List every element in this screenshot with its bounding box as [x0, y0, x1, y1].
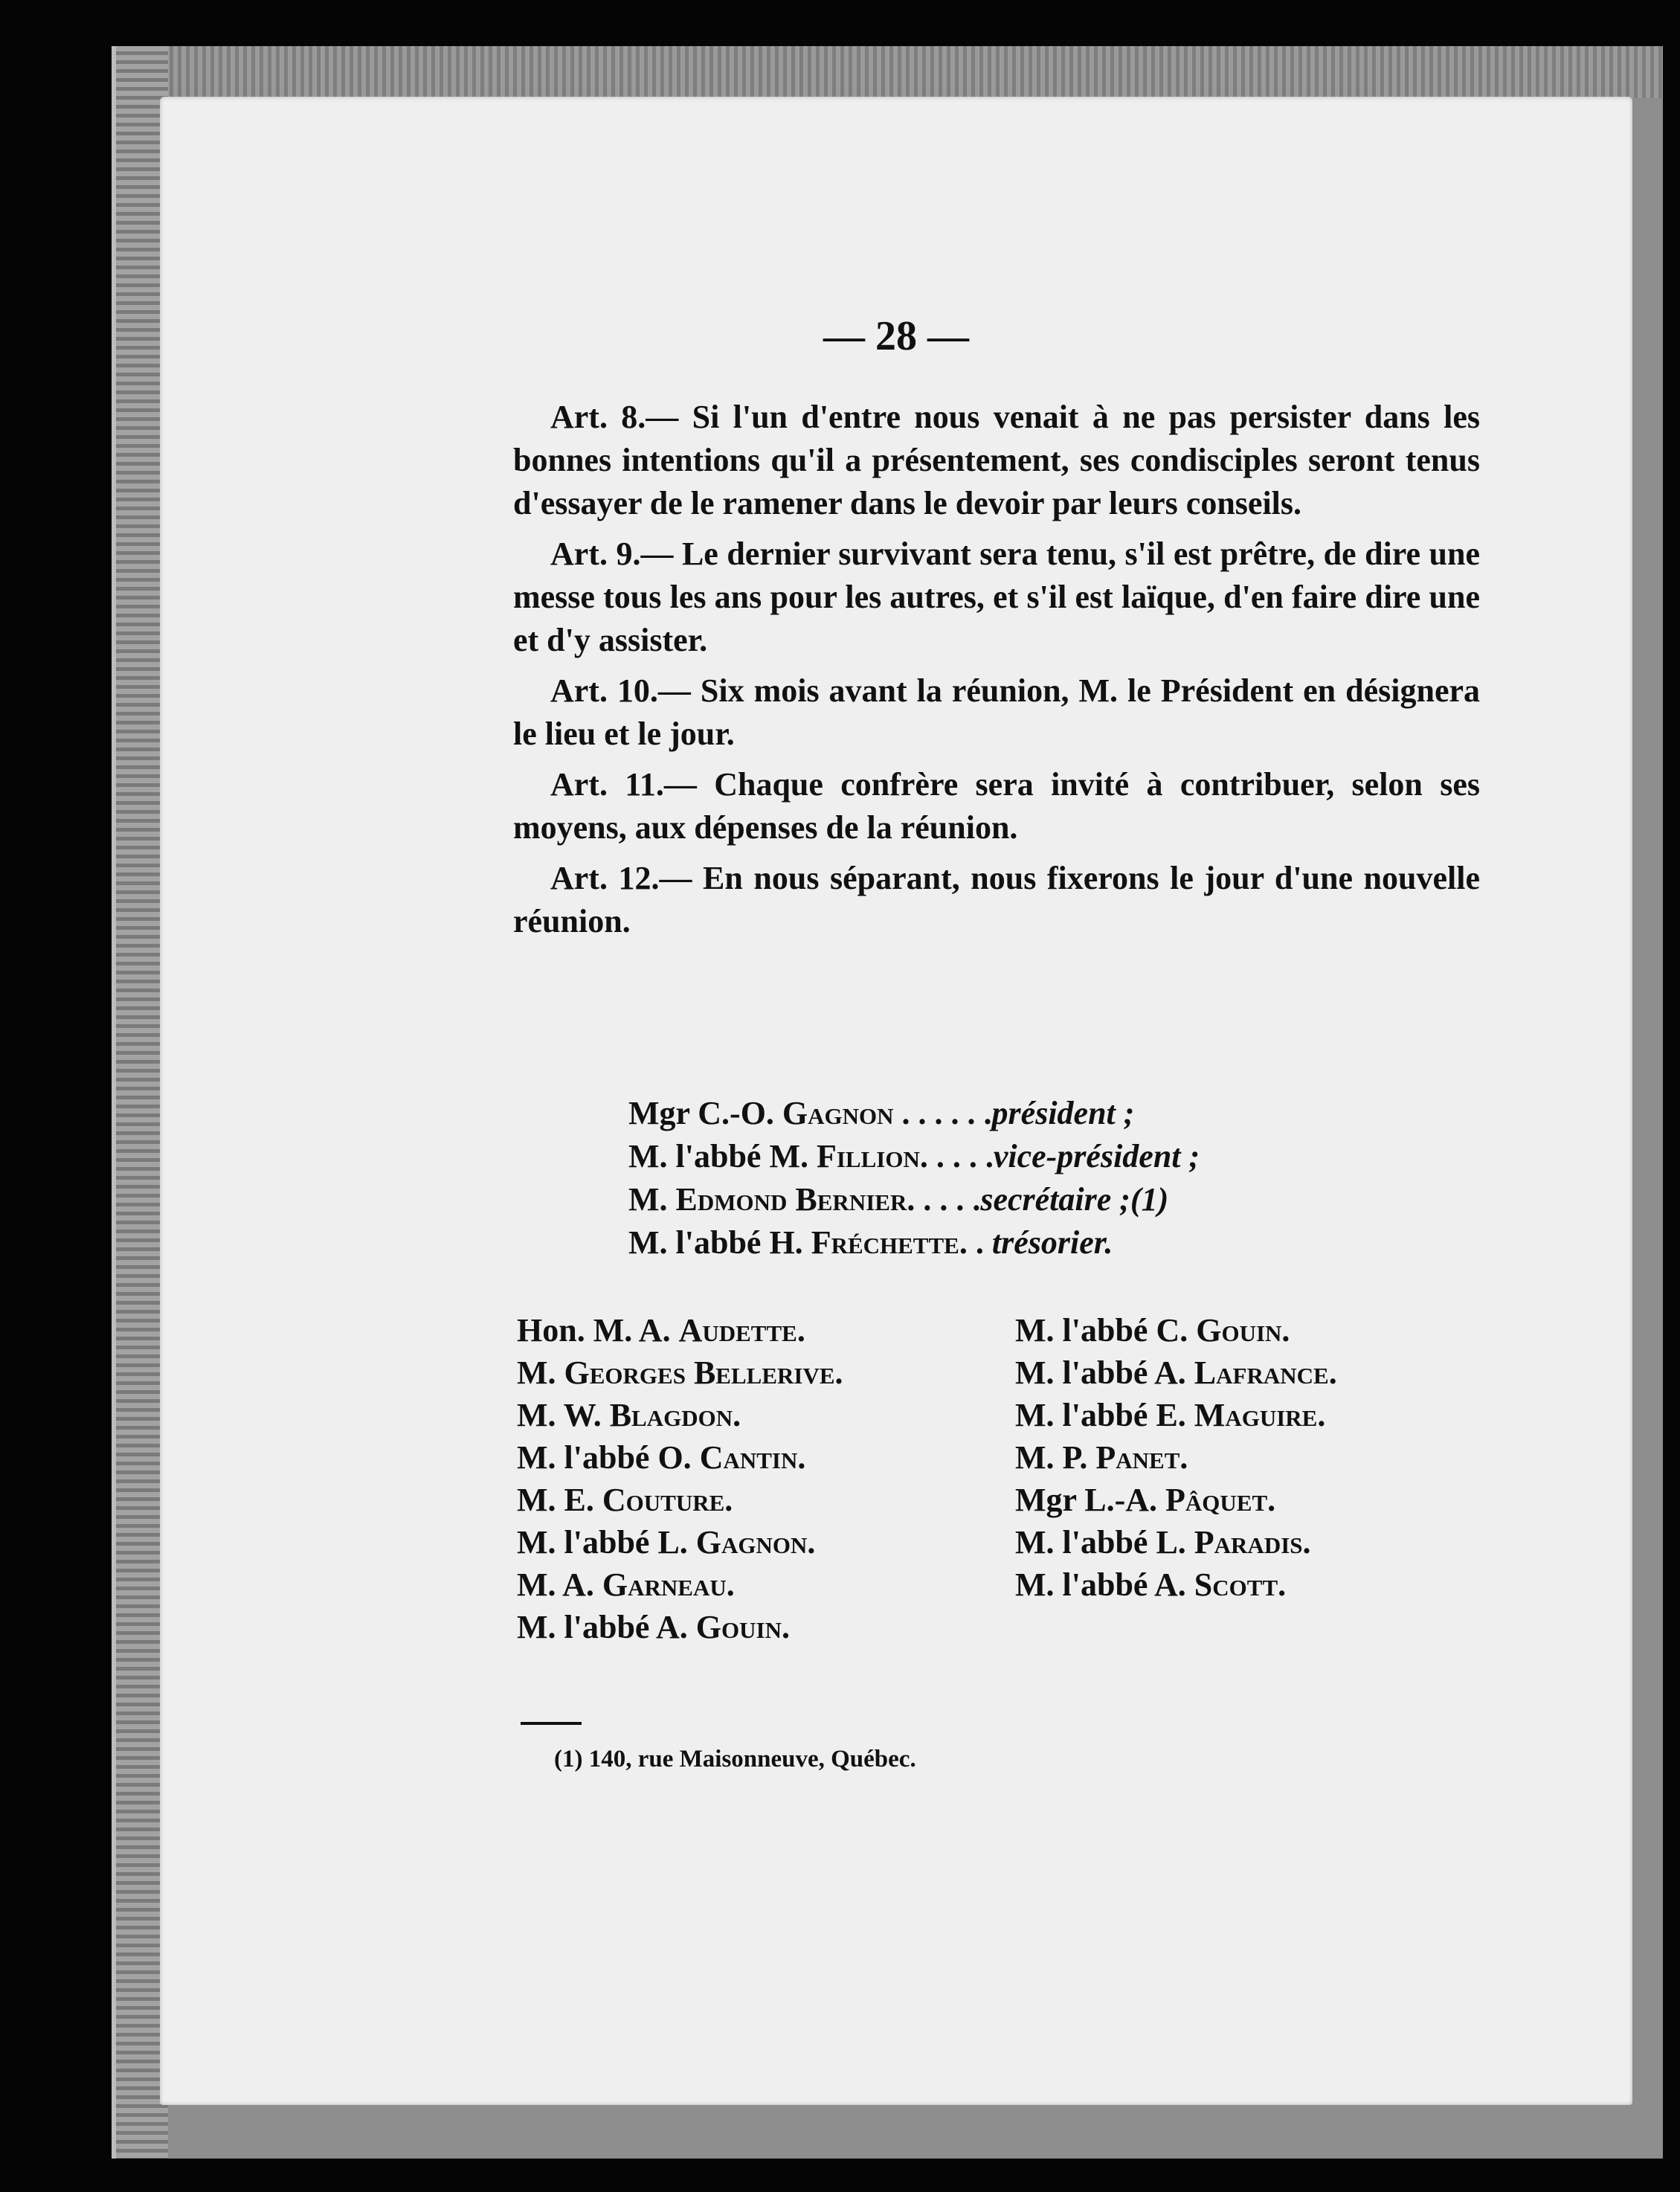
officer-role: trésorier.: [991, 1224, 1113, 1261]
member-name: Paradis.: [1194, 1524, 1311, 1561]
member-prefix: M. E.: [517, 1482, 602, 1518]
member-name: Audette.: [678, 1312, 805, 1349]
member-entry: [1015, 1479, 1506, 1521]
member-entry: [517, 1479, 1008, 1521]
member-entry: [517, 1606, 1008, 1648]
member-prefix: Mgr L.-A.: [1015, 1482, 1166, 1518]
member-name: Cantin.: [699, 1439, 806, 1476]
member-prefix: M. l'abbé A.: [1015, 1354, 1194, 1391]
officer-role: vice-président ;: [993, 1138, 1200, 1174]
member-name: Gouin.: [695, 1609, 790, 1645]
member-entry: [517, 1351, 1008, 1394]
officer-dots: . . . . .: [919, 1138, 994, 1174]
member-entry: [1015, 1394, 1506, 1436]
member-prefix: M. l'abbé A.: [517, 1609, 696, 1645]
officer-secretary: [628, 1178, 1200, 1221]
article-11: Art. 11.— Chaque confrère sera invité à contribuer, selon ses moyens, aux dépenses de la réunion.: [513, 766, 1480, 846]
members-list: [517, 1309, 1506, 1648]
member-entry: [1015, 1521, 1506, 1563]
member-entry: [1015, 1436, 1506, 1479]
member-prefix: Hon. M. A.: [517, 1312, 679, 1349]
page-number: — 28 —: [823, 313, 969, 359]
officer-title: M.: [628, 1181, 676, 1218]
officer-title: M. l'abbé M.: [628, 1138, 817, 1174]
member-prefix: M. P.: [1015, 1439, 1096, 1476]
articles-section: [513, 396, 1480, 951]
members-left-column: [517, 1309, 1008, 1648]
member-entry: [1015, 1351, 1506, 1394]
member-name: Lafrance.: [1194, 1354, 1337, 1391]
officer-president: [628, 1092, 1200, 1135]
officer-vice-president: [628, 1135, 1200, 1178]
member-name: Scott.: [1194, 1566, 1287, 1603]
member-prefix: M. l'abbé A.: [1015, 1566, 1194, 1603]
footnote-rule: [521, 1722, 582, 1725]
footnote: (1) 140, rue Maisonneuve, Québec.: [554, 1746, 916, 1772]
member-name: Maguire.: [1194, 1397, 1326, 1433]
member-entry: [517, 1436, 1008, 1479]
officer-surname: Gagnon: [782, 1095, 894, 1131]
member-name: Couture.: [602, 1482, 733, 1518]
officer-dots: . . . . . .: [893, 1095, 992, 1131]
member-prefix: M. l'abbé C.: [1015, 1312, 1197, 1349]
article-8: Art. 8.— Si l'un d'entre nous venait à ne pas persister dans les bonnes intentions qu'il a présentement, ses condisciples seront tenus d'essayer de le ramener dans le devoir par leurs conseils.: [513, 399, 1480, 521]
article-10: Art. 10.— Six mois avant la réunion, M. le Président en désignera le lieu et le jour.: [513, 672, 1480, 752]
article-9: Art. 9.— Le dernier survivant sera tenu, s'il est prêtre, de dire une messe tous les ans pour les autres, et s'il est laïque, d'en faire dire une et d'y assister.: [513, 536, 1480, 658]
member-entry: [1015, 1309, 1506, 1351]
officer-role: président ;: [991, 1095, 1135, 1131]
document-page: [160, 97, 1632, 2105]
member-name: Gouin.: [1196, 1312, 1290, 1349]
officer-title: Mgr C.-O.: [628, 1095, 782, 1131]
member-name: Panet.: [1095, 1439, 1188, 1476]
officer-surname: Fréchette: [811, 1224, 959, 1261]
members-right-column: [1008, 1309, 1506, 1648]
member-prefix: M.: [517, 1354, 564, 1391]
officer-title: M. l'abbé H.: [628, 1224, 811, 1261]
member-entry: [1015, 1563, 1506, 1606]
member-entry: [517, 1394, 1008, 1436]
member-name: Georges Bellerive.: [564, 1354, 843, 1391]
member-prefix: M. l'abbé O.: [517, 1439, 700, 1476]
article-12: Art. 12.— En nous séparant, nous fixerons le jour d'une nouvelle réunion.: [513, 860, 1480, 939]
member-name: Blagdon.: [609, 1397, 741, 1433]
member-prefix: M. A.: [517, 1566, 602, 1603]
member-name: Pâquet.: [1165, 1482, 1276, 1518]
officer-surname: Fillion: [816, 1138, 920, 1174]
member-prefix: M. W.: [517, 1397, 610, 1433]
officer-role: secrétaire ;(1): [980, 1181, 1169, 1218]
officer-dots: . .: [959, 1224, 992, 1261]
member-name: Gagnon.: [695, 1524, 816, 1561]
member-prefix: M. l'abbé L.: [517, 1524, 696, 1561]
member-name: Garneau.: [602, 1566, 735, 1603]
member-entry: [517, 1521, 1008, 1563]
member-entry: [517, 1309, 1008, 1351]
member-prefix: M. l'abbé L.: [1015, 1524, 1194, 1561]
officer-dots: . . . . .: [907, 1181, 981, 1218]
officer-treasurer: [628, 1221, 1200, 1264]
officers-list: [628, 1092, 1200, 1264]
member-prefix: M. l'abbé E.: [1015, 1397, 1194, 1433]
officer-surname: Edmond Bernier: [675, 1181, 907, 1218]
member-entry: [517, 1563, 1008, 1606]
